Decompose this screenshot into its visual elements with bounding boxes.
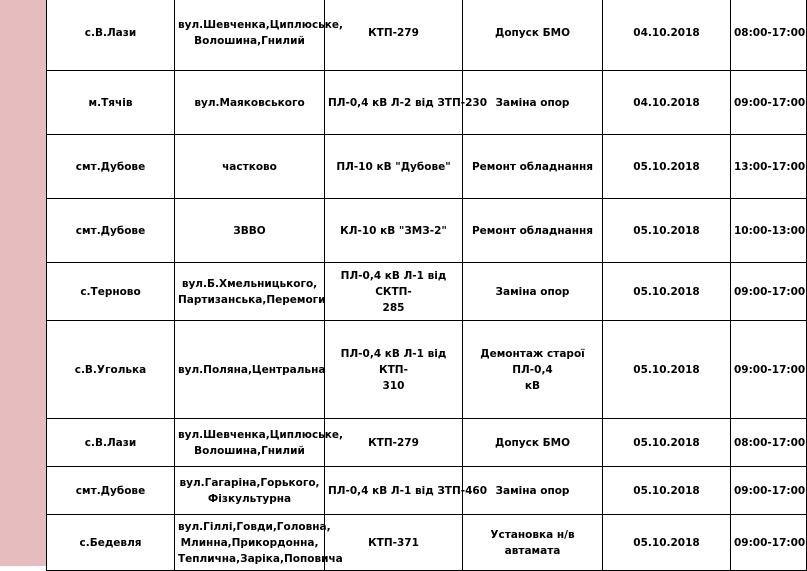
streets-cell: ЗВВО — [175, 199, 325, 263]
work-cell: Заміна опор — [463, 263, 603, 321]
table-row — [47, 135, 807, 199]
settlement-cell: с.В.Лази — [47, 0, 175, 71]
streets-cell: вул.Шевченка,Циплюське, Волошина,Гнилий — [175, 419, 325, 467]
time-cell: 13:00-17:00 — [731, 135, 807, 199]
work-cell: Допуск БМО — [463, 419, 603, 467]
date-cell: 05.10.2018 — [603, 419, 731, 467]
date-cell: 04.10.2018 — [603, 71, 731, 135]
object-cell: ПЛ-0,4 кВ Л-1 від КТП- 310 — [325, 321, 463, 419]
table-row — [47, 515, 807, 571]
settlement-cell: с.В.Уголька — [47, 321, 175, 419]
time-cell: 08:00-17:00 — [731, 419, 807, 467]
table-row — [47, 199, 807, 263]
streets-cell: вул.Гіллі,Говди,Головна, Млинна,Прикордонна, Теплична,Заріка,Поповича — [175, 515, 325, 571]
date-cell: 05.10.2018 — [603, 135, 731, 199]
date-cell: 05.10.2018 — [603, 467, 731, 515]
work-cell: Установка н/в автамата — [463, 515, 603, 571]
table-row — [47, 419, 807, 467]
time-cell: 09:00-17:00 — [731, 263, 807, 321]
date-cell: 04.10.2018 — [603, 0, 731, 71]
table-row — [47, 467, 807, 515]
object-cell: КТП-279 — [325, 419, 463, 467]
object-cell: ПЛ-0,4 кВ Л-1 від ЗТП-460 — [325, 467, 463, 515]
outage-schedule-table — [46, 0, 807, 571]
object-cell: ПЛ-0,4 кВ Л-2 від ЗТП-230 — [325, 71, 463, 135]
settlement-cell: с.В.Лази — [47, 419, 175, 467]
table-row — [47, 71, 807, 135]
time-cell: 09:00-17:00 — [731, 71, 807, 135]
settlement-cell: смт.Дубове — [47, 467, 175, 515]
date-cell: 05.10.2018 — [603, 263, 731, 321]
table-row — [47, 0, 807, 71]
object-cell: КТП-371 — [325, 515, 463, 571]
streets-cell: вул.Маяковського — [175, 71, 325, 135]
streets-cell: частково — [175, 135, 325, 199]
date-cell: 05.10.2018 — [603, 515, 731, 571]
settlement-cell: с.Терново — [47, 263, 175, 321]
work-cell: Демонтаж старої ПЛ-0,4 кВ — [463, 321, 603, 419]
streets-cell: вул.Поляна,Центральна — [175, 321, 325, 419]
outage-schedule-sheet — [46, 0, 806, 571]
date-cell: 05.10.2018 — [603, 321, 731, 419]
streets-cell: вул.Шевченка,Циплюське, Волошина,Гнилий — [175, 0, 325, 71]
settlement-cell: м.Тячів — [47, 71, 175, 135]
settlement-cell: смт.Дубове — [47, 199, 175, 263]
table-row — [47, 263, 807, 321]
object-cell: КТП-279 — [325, 0, 463, 71]
time-cell: 08:00-17:00 — [731, 0, 807, 71]
work-cell: Ремонт обладнання — [463, 199, 603, 263]
work-cell: Заміна опор — [463, 467, 603, 515]
object-cell: ПЛ-10 кВ "Дубове" — [325, 135, 463, 199]
time-cell: 10:00-13:00 — [731, 199, 807, 263]
streets-cell: вул.Б.Хмельницького, Партизанська,Перемоги — [175, 263, 325, 321]
time-cell: 09:00-17:00 — [731, 467, 807, 515]
work-cell: Допуск БМО — [463, 0, 603, 71]
settlement-cell: смт.Дубове — [47, 135, 175, 199]
table-row — [47, 321, 807, 419]
work-cell: Ремонт обладнання — [463, 135, 603, 199]
date-cell: 05.10.2018 — [603, 199, 731, 263]
sheet-left-margin — [0, 0, 47, 566]
time-cell: 09:00-17:00 — [731, 321, 807, 419]
object-cell: КЛ-10 кВ "ЗМЗ-2" — [325, 199, 463, 263]
streets-cell: вул.Гагаріна,Горького, Фізкультурна — [175, 467, 325, 515]
settlement-cell: с.Бедевля — [47, 515, 175, 571]
time-cell: 09:00-17:00 — [731, 515, 807, 571]
object-cell: ПЛ-0,4 кВ Л-1 від СКТП- 285 — [325, 263, 463, 321]
work-cell: Заміна опор — [463, 71, 603, 135]
